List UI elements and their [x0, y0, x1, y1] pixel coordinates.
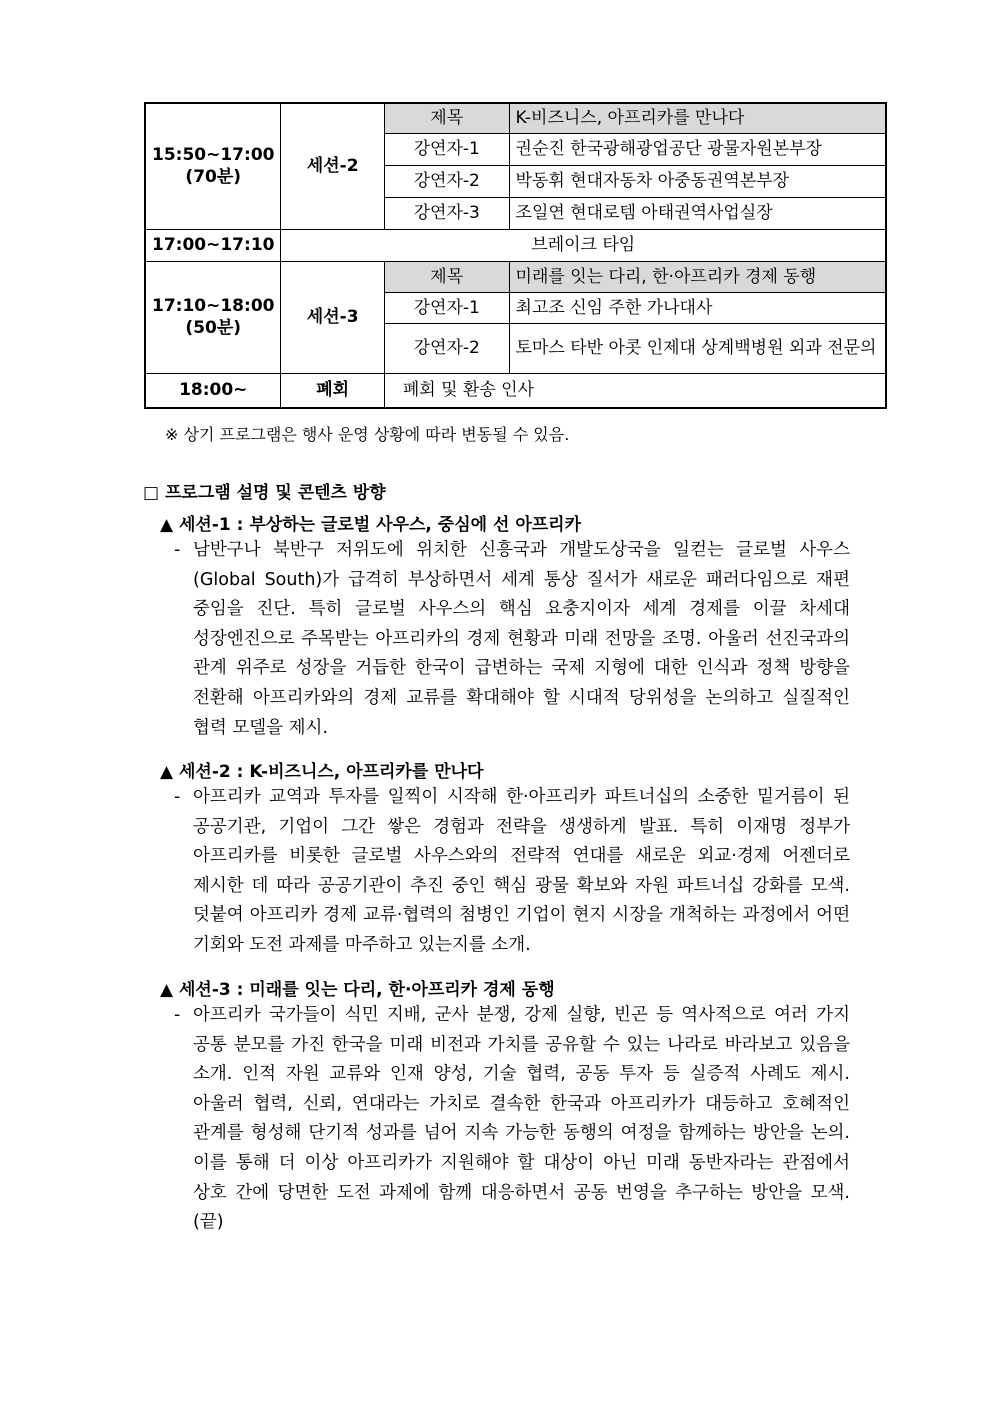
list-dash: -	[174, 787, 181, 807]
row-value: 박동휘 현대자동차 아중동권역본부장	[509, 165, 886, 197]
row-value: 조일연 현대로템 아태권역사업실장	[509, 197, 886, 229]
row-label: 강연자-1	[384, 133, 509, 165]
row-label: 제목	[384, 261, 509, 292]
session-cell: 폐회	[281, 373, 384, 408]
closing-cell: 폐회 및 환송 인사	[384, 373, 886, 408]
paragraph-text: 아프리카 교역과 투자를 일찍이 시작해 한·아프리카 파트너십의 소중한 밑거름이 된 공공기관, 기업이 그간 쌓은 경험과 전략을 생생하게 발표. 특히 이재명 정부가 아프리카를 비롯한 글로벌 사우스와의 전략적 연대를 새로운 외교·경제 어젠더로 제시한 데 따라 공공기관이 추진 중인 핵심 광물 확보와 자원 파트너십 강화를 모색. 덧붙여 아프리카 경제 교류·협력의 첨병인 기업이 현지 시장을 개척하는 과정에서 어떤 기회와 도전 과제를 마주하고 있는지를 소개.	[193, 787, 850, 955]
row-label: 강연자-3	[384, 197, 509, 229]
row-value: 토마스 타반 아콧 인제대 상계백병원 외과 전문의	[509, 323, 886, 373]
row-value: 권순진 한국광해광업공단 광물자원본부장	[509, 133, 886, 165]
paragraph-text: 아프리카 국가들이 식민 지배, 군사 분쟁, 강제 실향, 빈곤 등 역사적으로 여러 가지 공통 분모를 가진 한국을 미래 비전과 가치를 공유할 수 있는 나라로 바라보고 있음을 소개. 인적 자원 교류와 인재 양성, 기술 협력, 공동 투자 등 실증적 사례도 제시. 아울러 협력, 신뢰, 연대라는 가치로 결속한 한국과 아프리카가 대등하고 호혜적인 관계를 형성해 단기적 성과를 넘어 지속 가능한 동행의 여정을 함께하는 방안을 논의. 이를 통해 더 이상 아프리카가 지원해야 할 대상이 아닌 미래 동반자라는 관점에서 상호 간에 당면한 도전 과제에 함께 대응하면서 공동 번영을 추구하는 방안을 모색. (끝)	[193, 1005, 850, 1233]
time-cell: 15:50~17:00 (70분)	[145, 103, 281, 229]
row-label: 강연자-2	[384, 323, 509, 373]
row-value: K-비즈니스, 아프리카를 만나다	[509, 103, 886, 133]
row-label: 강연자-1	[384, 292, 509, 323]
row-label: 제목	[384, 103, 509, 133]
session-3-heading: ▲ 세션-3 : 미래를 잇는 다리, 한·아프리카 경제 동행	[160, 980, 555, 1000]
time-cell: 18:00~	[145, 373, 281, 408]
row-label: 강연자-2	[384, 165, 509, 197]
list-dash: -	[174, 1005, 181, 1025]
session-cell: 세션-2	[281, 103, 384, 229]
row-value: 최고조 신임 주한 가나대사	[509, 292, 886, 323]
session-1-heading: ▲ 세션-1 : 부상하는 글로벌 사우스, 중심에 선 아프리카	[160, 515, 582, 535]
session-2-description	[174, 783, 850, 961]
time-cell: 17:00~17:10	[145, 229, 281, 261]
paragraph-text: 남반구나 북반구 저위도에 위치한 신흥국과 개발도상국을 일컫는 글로벌 사우스(Global South)가 급격히 부상하면서 세계 통상 질서가 새로운 패러다임으로 재편 중임을 진단. 특히 글로벌 사우스의 핵심 요충지이자 세계 경제를 이끌 차세대 성장엔진으로 주목받는 아프리카의 경제 현황과 미래 전망을 조명. 아울러 선진국과의 관계 위주로 성장을 거듭한 한국이 급변하는 국제 지형에 대한 인식과 정책 방향을 전환해 아프리카와의 경제 교류를 확대해야 할 시대적 당위성을 논의하고 실질적인 협력 모델을 제시.	[193, 540, 850, 738]
time-cell: 17:10~18:00 (50분)	[145, 261, 281, 373]
list-dash: -	[174, 540, 181, 560]
section-title: □ 프로그램 설명 및 콘텐츠 방향	[143, 483, 386, 503]
session-1-description	[174, 536, 850, 743]
schedule-note: ※ 상기 프로그램은 행사 운영 상황에 따라 변동될 수 있음.	[165, 425, 570, 444]
session-2-heading: ▲ 세션-2 : K-비즈니스, 아프리카를 만나다	[160, 762, 484, 782]
break-cell: 브레이크 타임	[281, 229, 886, 261]
row-value: 미래를 잇는 다리, 한·아프리카 경제 동행	[509, 261, 886, 292]
session-3-description	[174, 1001, 850, 1238]
program-schedule-table	[144, 102, 887, 409]
session-cell: 세션-3	[281, 261, 384, 373]
